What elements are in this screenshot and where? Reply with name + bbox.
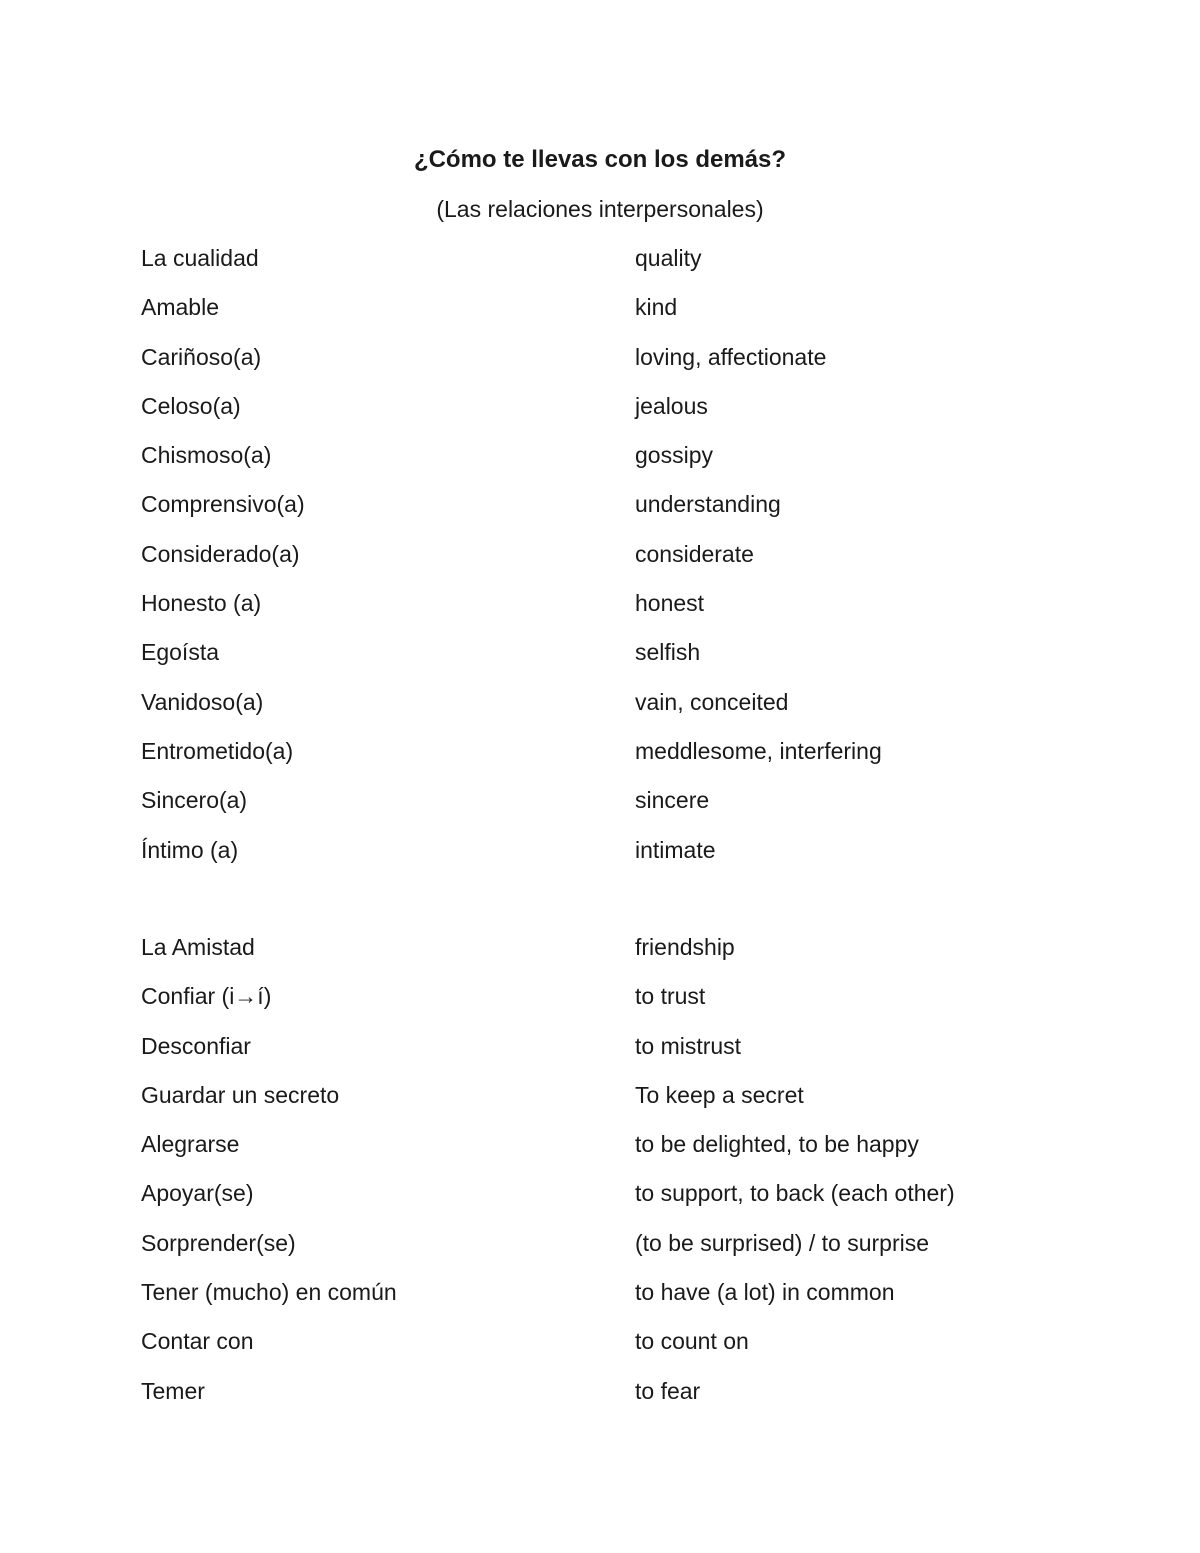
english-translation: selfish (635, 639, 701, 666)
spanish-term: Desconfiar (141, 1032, 251, 1059)
vocab-row (141, 488, 1141, 537)
english-translation: kind (635, 294, 678, 321)
english-translation: meddlesome, interfering (635, 737, 882, 764)
spanish-term: Honesto (a) (141, 590, 262, 617)
spanish-term: Egoísta (141, 639, 219, 666)
english-translation: To keep a secret (635, 1081, 804, 1108)
english-translation: (to be surprised) / to surprise (635, 1229, 930, 1256)
english-translation: honest (635, 590, 705, 617)
english-translation: to support, to back (each other) (635, 1180, 955, 1207)
english-translation: to mistrust (635, 1032, 742, 1059)
spanish-term: Celoso(a) (141, 392, 241, 419)
spanish-term: Considerado(a) (141, 540, 300, 567)
spanish-term: La cualidad (141, 245, 259, 271)
english-translation: loving, affectionate (635, 343, 827, 370)
english-translation: to count on (635, 1328, 749, 1355)
spanish-term: La Amistad (141, 934, 255, 960)
vocab-row (141, 587, 1141, 636)
vocab-section-friendship (141, 931, 1141, 1424)
vocab-section-qualities (141, 242, 1141, 883)
vocab-row (141, 784, 1141, 833)
spanish-term: Alegrarse (141, 1131, 240, 1158)
spanish-term: Contar con (141, 1328, 254, 1355)
vocab-row (141, 980, 1141, 1029)
vocab-row (141, 538, 1141, 587)
vocab-row (141, 390, 1141, 439)
vocab-row (141, 242, 1141, 291)
vocab-row (141, 1276, 1141, 1325)
vocab-row (141, 834, 1141, 883)
vocab-row (141, 439, 1141, 488)
vocab-row (141, 931, 1141, 980)
vocab-row (141, 1227, 1141, 1276)
spanish-term: Amable (141, 294, 219, 321)
spanish-term: Apoyar(se) (141, 1180, 254, 1207)
english-translation: sincere (635, 787, 710, 814)
vocab-row (141, 291, 1141, 340)
english-translation: intimate (635, 836, 716, 863)
english-translation: to be delighted, to be happy (635, 1131, 919, 1158)
spanish-term: Chismoso(a) (141, 442, 272, 469)
spanish-term: Comprensivo(a) (141, 491, 305, 518)
vocab-row (141, 636, 1141, 685)
spanish-term: Guardar un secreto (141, 1081, 340, 1108)
vocab-row (141, 735, 1141, 784)
vocab-row (141, 1128, 1141, 1177)
spanish-term: Vanidoso(a) (141, 688, 264, 715)
page-title: ¿Cómo te llevas con los demás? (413, 146, 787, 173)
spanish-term: Cariñoso(a) (141, 343, 262, 370)
english-translation: to have (a lot) in common (635, 1279, 895, 1306)
vocab-row (141, 1177, 1141, 1226)
spanish-term: Entrometido(a) (141, 737, 294, 764)
english-translation: understanding (635, 491, 781, 518)
spanish-term: Íntimo (a) (141, 836, 239, 863)
spanish-term: Temer (141, 1377, 205, 1404)
spanish-term: Sincero(a) (141, 787, 248, 814)
english-translation: quality (635, 245, 702, 271)
english-translation: jealous (635, 392, 708, 419)
vocab-row (141, 341, 1141, 390)
vocab-row (141, 1325, 1141, 1374)
vocab-row (141, 1079, 1141, 1128)
english-translation: considerate (635, 540, 754, 567)
spanish-term: Confiar (i→í) (141, 983, 272, 1010)
vocab-row (141, 686, 1141, 735)
english-translation: to fear (635, 1377, 701, 1404)
spanish-term: Tener (mucho) en común (141, 1279, 397, 1306)
vocab-row (141, 1375, 1141, 1424)
english-translation: vain, conceited (635, 688, 789, 715)
spanish-term: Sorprender(se) (141, 1229, 296, 1256)
english-translation: gossipy (635, 442, 713, 469)
page-subtitle: (Las relaciones interpersonales) (436, 196, 764, 222)
english-translation: friendship (635, 934, 735, 960)
vocab-row (141, 1030, 1141, 1079)
english-translation: to trust (635, 983, 706, 1010)
